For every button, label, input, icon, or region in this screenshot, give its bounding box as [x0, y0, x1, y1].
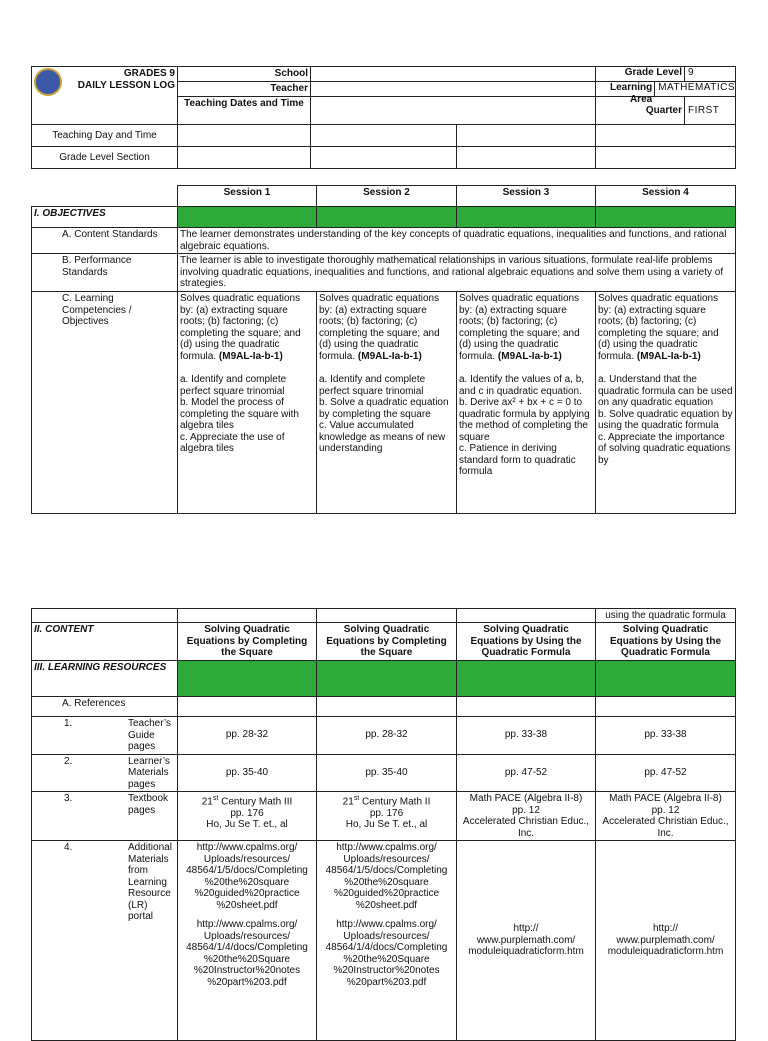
teaching-day-cell-3[interactable]	[457, 125, 596, 147]
grades-label: GRADES 9	[123, 68, 175, 79]
resources-title: III. LEARNING RESOURCES	[32, 661, 178, 697]
carry-blank-1	[32, 609, 178, 623]
content-session-1: Solving Quadratic Equations by Completing the Square	[178, 623, 317, 661]
grade-section-cell-3[interactable]	[457, 147, 596, 169]
grade-level-row	[596, 67, 736, 82]
textbook-title-rest: Century Math II	[359, 796, 431, 808]
grade-section-cell-4[interactable]	[596, 147, 736, 169]
am-label: Additional Materials from Learning Resource (LR) portal	[128, 842, 172, 922]
content-standards-label: A. Content Standards	[32, 228, 178, 254]
additional-materials-4	[596, 841, 736, 1041]
content-table	[31, 608, 736, 1041]
competency-text: Solves quadratic equations by: (a) extracting square roots; (b) factoring; (c) completing the square; and (d) using the quadratic formula.	[459, 293, 580, 362]
objectives-green-1	[178, 207, 317, 228]
lm-number: 2.	[64, 755, 73, 767]
teaching-day-label: Teaching Day and Time	[32, 125, 178, 147]
am-link-1[interactable]: http://www.cpalms.org/ Uploads/resources/ 48564/1/5/docs/Completing %20the%20square %20guided%20practice %20sheet.pdf	[186, 842, 308, 911]
resources-green-3	[457, 661, 596, 697]
objectives-green-3	[457, 207, 596, 228]
textbook-3	[457, 792, 596, 841]
teachers-guide-label	[32, 717, 178, 755]
school-label: School	[178, 67, 311, 82]
session-1-objective-list: a. Identify and complete perfect square trinomial b. Model the process of completing the square with algebra tiles c. Appreciate the use of algebra tiles	[180, 374, 299, 454]
learners-materials-label	[32, 754, 178, 792]
references-label: A. References	[32, 697, 178, 717]
competency-code: (M9AL-Ia-b-1)	[218, 350, 283, 362]
competencies-label: C. Learning Competencies / Objectives	[32, 292, 178, 514]
grade-section-cell-2[interactable]	[311, 147, 457, 169]
tg-pages-2: pp. 28-32	[317, 717, 457, 755]
textbook-title: 21	[342, 796, 354, 808]
competency-code: (M9AL-Ia-b-1)	[357, 350, 422, 362]
session-2-header: Session 2	[317, 186, 457, 207]
content-session-2: Solving Quadratic Equations by Completing the Square	[317, 623, 457, 661]
teacher-value[interactable]	[311, 82, 596, 97]
carry-over-text: using the quadratic formula	[596, 609, 736, 623]
textbook-2	[317, 792, 457, 841]
grade-level-label: Grade Level	[596, 67, 685, 81]
session-3-objective-list: a. Identify the values of a, b, and c in quadratic equation. b. Derive ax² + bx + c = 0 to quadratic formula by applying the method of completing the square c. Patience in deriving standard form to quadratic formula	[459, 374, 590, 477]
quarter-label: Quarter	[596, 97, 685, 124]
tg-pages-1: pp. 28-32	[178, 717, 317, 755]
content-standards-text: The learner demonstrates understanding of the key concepts of quadratic equations, inequalities and functions, and rational algebraic equations.	[178, 228, 736, 254]
teaching-dates-value[interactable]	[311, 97, 596, 125]
am-link-1[interactable]: http://www.cpalms.org/ Uploads/resources/ 48564/1/5/docs/Completing %20the%20square %20guided%20practice %20sheet.pdf	[325, 842, 448, 911]
lm-pages-2: pp. 35-40	[317, 754, 457, 792]
textbook-pages: pp. 12	[512, 804, 540, 816]
textbook-pages: pp. 176	[369, 807, 404, 819]
session-1-objectives	[178, 292, 317, 514]
competency-text: Solves quadratic equations by: (a) extracting square roots; (b) factoring; (c) completing the square; and (d) using the quadratic formula.	[319, 293, 440, 362]
textbook-title-rest: Century Math III	[218, 796, 293, 808]
objectives-title: I. OBJECTIVES	[32, 207, 178, 228]
performance-standards-text: The learner is able to investigate thoroughly mathematical relationships in various situations, formulate real-life problems involving quadratic equations, inequalities and functions, and rational algebraic equations and solve them using a variety of strategies.	[178, 254, 736, 292]
learning-area-label: Learning Area	[596, 82, 655, 96]
quarter-row	[596, 97, 736, 125]
lm-pages-3: pp. 47-52	[457, 754, 596, 792]
learning-area-row	[596, 82, 736, 105]
tb-number: 3.	[64, 793, 73, 804]
references-blank-1	[178, 697, 317, 717]
textbook-author: Accelerated Christian Educ., Inc.	[462, 816, 590, 839]
am-number: 4.	[64, 842, 73, 853]
textbook-1	[178, 792, 317, 841]
teaching-day-cell-2[interactable]	[311, 125, 457, 147]
session-1-header: Session 1	[178, 186, 317, 207]
quarter-value: FIRST	[688, 105, 720, 116]
session-4-header: Session 4	[596, 186, 736, 207]
teaching-day-cell-4[interactable]	[596, 125, 736, 147]
content-session-3: Solving Quadratic Equations by Using the Quadratic Formula	[457, 623, 596, 661]
competency-code: (M9AL-Ia-b-1)	[636, 350, 701, 362]
textbook-label	[32, 792, 178, 841]
tg-pages-4: pp. 33-38	[596, 717, 736, 755]
am-link-2[interactable]: http://www.cpalms.org/ Uploads/resources/ 48564/1/4/docs/Completing %20the%20Square %20Instructor%20notes %20part%203.pdf	[186, 919, 308, 988]
header-logo-cell	[32, 67, 178, 125]
teaching-day-cell-1[interactable]	[178, 125, 311, 147]
daily-lesson-log-title: DAILY LESSON LOG	[77, 80, 175, 91]
carry-blank-3	[317, 609, 457, 623]
objectives-green-2	[317, 207, 457, 228]
session-3-header: Session 3	[457, 186, 596, 207]
lm-pages-4: pp. 47-52	[596, 754, 736, 792]
additional-materials-1	[178, 841, 317, 1041]
competency-text: Solves quadratic equations by: (a) extracting square roots; (b) factoring; (c) completing the square; and (d) using the quadratic formula.	[598, 293, 719, 362]
textbook-pages: pp. 12	[651, 804, 680, 816]
textbook-sup: st	[212, 795, 219, 802]
content-session-4: Solving Quadratic Equations by Using the Quadratic Formula	[596, 623, 736, 661]
textbook-title: Math PACE (Algebra II-8)	[609, 793, 722, 804]
textbook-pages: pp. 176	[230, 807, 264, 819]
teaching-dates-label: Teaching Dates and Time	[178, 97, 311, 125]
grade-section-cell-1[interactable]	[178, 147, 311, 169]
additional-materials-label	[32, 841, 178, 1041]
tg-label: Teacher’s Guide pages	[128, 718, 171, 752]
session-3-objectives	[457, 292, 596, 514]
content-title: II. CONTENT	[32, 623, 178, 661]
am-link-3[interactable]: http:// www.purplemath.com/ moduleiquadraticform.htm	[607, 923, 724, 958]
textbook-4	[596, 792, 736, 841]
am-link-3[interactable]: http:// www.purplemath.com/ moduleiquadraticform.htm	[468, 923, 584, 958]
objectives-table	[31, 185, 736, 514]
session-4-objective-list: a. Understand that the quadratic formula can be used on any quadratic equation b. Solve quadratic equation by using the quadratic formula c. Appreciate the importance of solving quadratic equations by	[598, 374, 733, 466]
competency-code: (M9AL-Ia-b-1)	[497, 350, 562, 362]
session-4-objectives	[596, 292, 736, 514]
tg-pages-3: pp. 33-38	[457, 717, 596, 755]
deped-seal-icon	[34, 68, 62, 96]
textbook-author: Accelerated Christian Educ., Inc.	[602, 816, 729, 839]
lm-pages-1: pp. 35-40	[178, 754, 317, 792]
tb-label: Textbook pages	[128, 793, 169, 816]
resources-green-4	[596, 661, 736, 697]
textbook-title: 21	[201, 796, 213, 808]
additional-materials-2	[317, 841, 457, 1041]
textbook-title: Math PACE (Algebra II-8)	[469, 793, 583, 804]
learning-area-value: MATHEMATICS	[658, 82, 735, 93]
carry-blank-2	[178, 609, 317, 623]
grade-level-value: 9	[688, 67, 694, 78]
carry-blank-4	[457, 609, 596, 623]
am-link-2[interactable]: http://www.cpalms.org/ Uploads/resources/ 48564/1/4/docs/Completing %20the%20Square %20Instructor%20notes %20part%203.pdf	[325, 919, 448, 988]
performance-standards-label: B. Performance Standards	[32, 254, 178, 292]
teacher-label: Teacher	[178, 82, 311, 97]
references-blank-4	[596, 697, 736, 717]
resources-green-2	[317, 661, 457, 697]
session-2-objectives	[317, 292, 457, 514]
textbook-author: Ho, Ju Se T. et., al	[206, 819, 288, 831]
session-2-objective-list: a. Identify and complete perfect square trinomial b. Solve a quadratic equation by completing the square c. Value accumulated knowledge as means of new understanding	[319, 374, 449, 454]
textbook-author: Ho, Ju Se T. et., al	[345, 819, 428, 831]
references-blank-3	[457, 697, 596, 717]
textbook-sup: st	[353, 795, 360, 802]
grade-section-label: Grade Level Section	[32, 147, 178, 169]
additional-materials-3	[457, 841, 596, 1041]
objectives-green-4	[596, 207, 736, 228]
lm-label: Learner’s Materials pages	[128, 755, 170, 790]
tg-number: 1.	[64, 718, 73, 729]
header-table	[31, 66, 736, 169]
school-value[interactable]	[311, 67, 596, 82]
corner-cell	[32, 186, 178, 207]
references-blank-2	[317, 697, 457, 717]
resources-green-1	[178, 661, 317, 697]
competency-text: Solves quadratic equations by: (a) extracting square roots; (b) factoring; (c) completing the square; and (d) using the quadratic formula.	[180, 293, 301, 362]
